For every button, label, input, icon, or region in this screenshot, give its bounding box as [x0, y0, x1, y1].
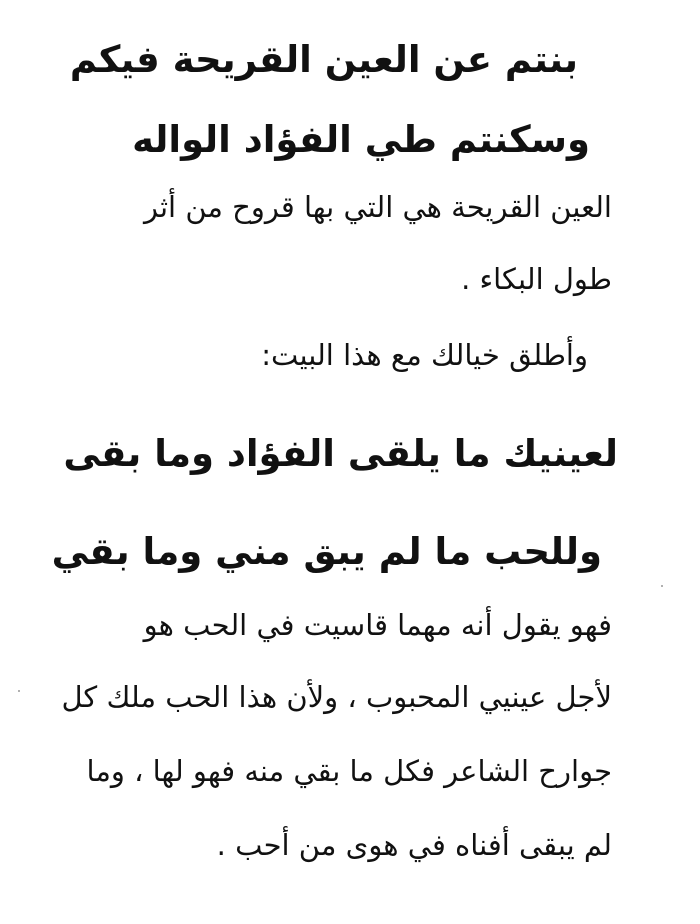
explanation-2-line-3: جوارح الشاعر فكل ما بقي منه فهو لها ، وما [86, 754, 612, 788]
verse-2-line-1: لعينيك ما يلقى الفؤاد وما بقى [63, 432, 618, 475]
explanation-1-line-1: العين القريحة هي التي بها قروح من أثر [143, 190, 612, 224]
verse-2-line-2: وللحب ما لم يبق مني وما بقي [51, 530, 602, 573]
scan-speck [661, 585, 663, 587]
explanation-2-line-4: لم يبقى أفناه في هوى من أحب . [216, 828, 612, 862]
verse-1-line-1: بنتم عن العين القريحة فيكم [69, 38, 578, 81]
explanation-2-line-1: فهو يقول أنه مهما قاسيت في الحب هو [143, 608, 612, 642]
explanation-1-line-2: طول البكاء . [461, 262, 612, 296]
verse-1-line-2: وسكنتم طي الفؤاد الواله [132, 118, 590, 161]
scan-speck [18, 690, 20, 692]
explanation-2-line-2: لأجل عينيي المحبوب ، ولأن هذا الحب ملك كل [61, 680, 612, 714]
intro-text: وأطلق خيالك مع هذا البيت: [261, 338, 588, 372]
